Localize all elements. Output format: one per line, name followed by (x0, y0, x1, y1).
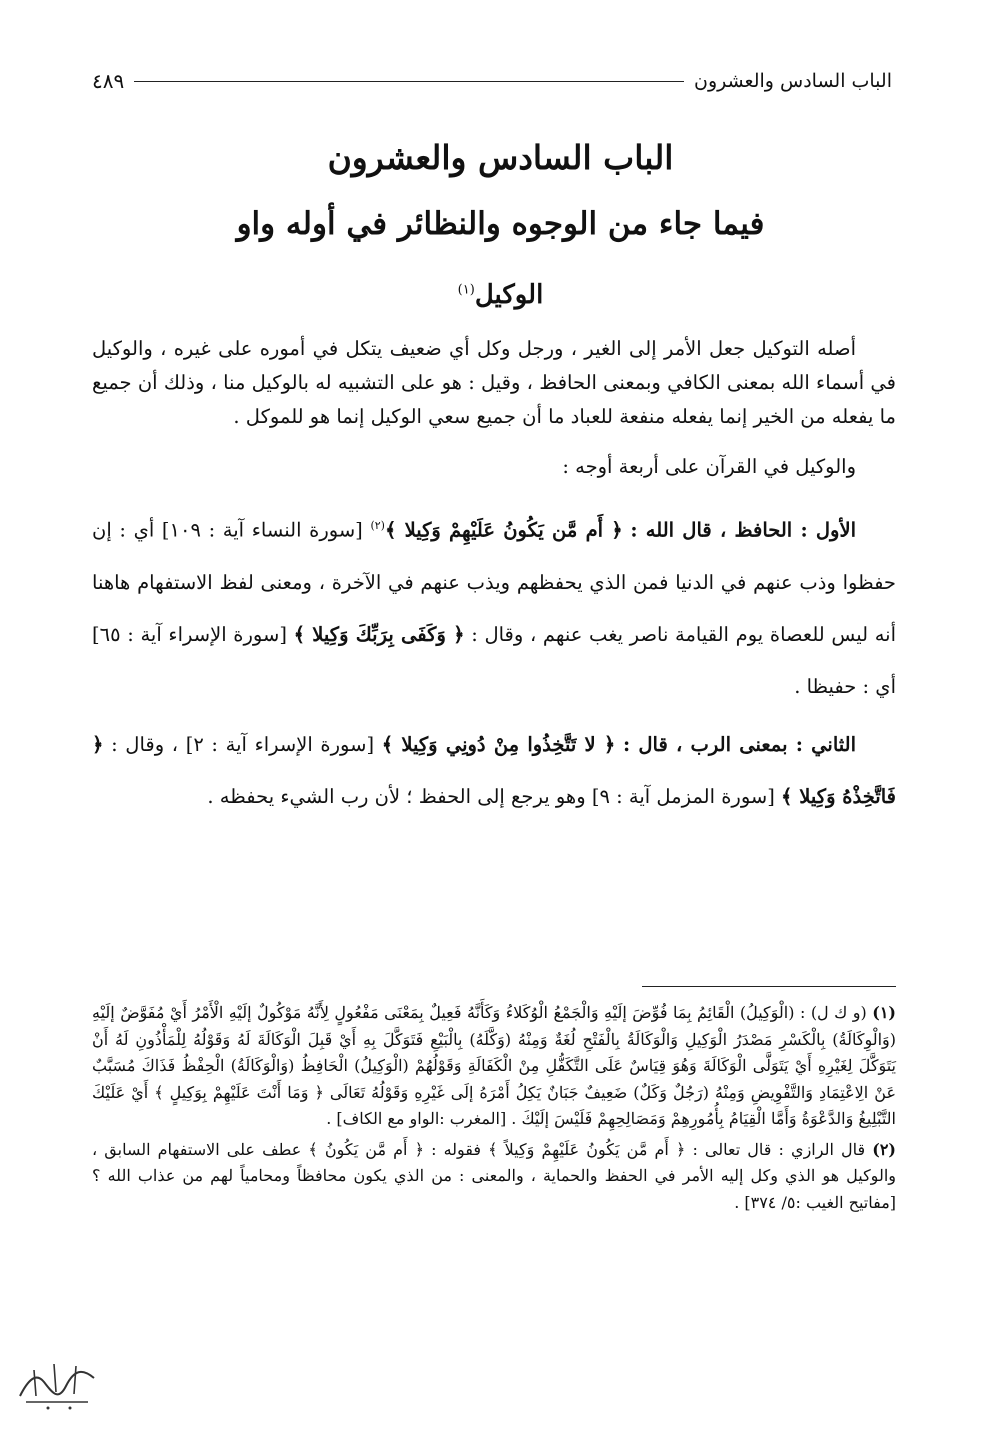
surah-reference: [سورة النساء آية : ١٠٩] (161, 518, 363, 542)
footnote-text: (و ك ل) : (الْوَكِيلُ) الْقَائِمُ بِمَا فُوِّضَ إلَيْهِ وَالْجَمْعُ الْوُكَلاءُ وَكَأَنَّهُ فَعِيلٌ بِمَعْنَى مَفْعُولٍ لِأَنَّهُ مَوْكُولٌ إلَيْهِ الْأَمْرُ أَيْ مُفَوَّضٌ إلَيْهِ (وَالْوِكَالَةُ) بِالْكَسْرِ مَصْدَرُ الْوَكِيلِ وَالْوَكَالَةُ بِالْفَتْحِ لُغَةٌ وَمِنْهُ (وَكَّلَهُ) بِالْبَيْعِ فَتَوَكَّلَ بِهِ أَيْ قَبِلَ الْوَكَالَةَ لَهُ وَقَوْلُهُ لِلْمَأْذُونِ لَهُ أَنْ يَتَوَكَّلَ لِغَيْرِهِ أَيْ يَتَوَلَّى الْوَكَالَةَ وَهُوَ قِيَاسٌ عَلَى التَّكَفُّلِ مِنْ الْكَفَالَةِ وَقَوْلُهُمْ (الْوَكِيلُ) الْحَافِظُ (وَالْوَكَالَةُ) الْحِفْظُ فَذَاكَ مُسَبَّبٌ عَنْ الِاعْتِمَادِ وَالتَّفْوِيضِ وَمِنْهُ (رَجُلٌ وَكَلٌ) ضَعِيفٌ جَبَانٌ يَكِلُ أَمْرَهُ إلَى غَيْرِهِ وَقَوْلُهُ تَعَالَى ﴿ وَمَا أَنْتَ عَلَيْهِمْ بِوَكِيلٍ ﴾ أَيْ عَلَيْكَ التَّبْلِيغُ وَالدَّعْوَةُ وَأَمَّا الْقِيَامُ بِأُمُورِهِمْ وَمَصَالِحِهِمْ فَلَيْسَ إلَيْكَ . [المغرب :الواو مع الكاف] . (92, 1003, 896, 1128)
library-stamp-logo (14, 1352, 100, 1414)
footnote-marker: (١) (457, 282, 475, 298)
running-head (92, 66, 892, 96)
body-text (92, 332, 896, 829)
footnote-separator (642, 986, 896, 987)
second-sense-explanation: [سورة المزمل آية : ٩] وهو يرجع إلى الحفظ ؛ لأن رب الشيء يحفظه . (207, 784, 775, 808)
footnotes (92, 1000, 896, 1220)
surah-reference: [سورة الإسراء آية : ٦٥] أي : حفيظا . (92, 622, 896, 698)
footnote-1 (92, 1000, 896, 1133)
footnote-marker: (٢) (370, 519, 385, 532)
chapter-subtitle: فيما جاء من الوجوه والنظائر في أوله واو (236, 206, 765, 242)
quran-verse: ﴿ لا تَتَّخِذُوا مِنْ دُونِي وَكِيلا ﴾ (381, 732, 616, 756)
footnote-number: (١) (872, 1003, 896, 1022)
quran-verse: ﴿ أَم مَّن يَكُونُ عَلَيْهِمْ وَكِيلا ﴾ (384, 518, 623, 542)
first-sense-lead: الأول : الحافظ ، قال الله : (630, 518, 856, 542)
running-head-title: الباب السادس والعشرون (694, 70, 892, 92)
senses-intro-paragraph: والوكيل في القرآن على أربعة أوجه : (562, 455, 856, 478)
quran-verse: ﴿ فَاتَّخِذْهُ وَكِيلا ﴾ (92, 732, 896, 808)
entry-heading (0, 280, 1001, 310)
intro-paragraph: أصله التوكيل جعل الأمر إلى الغير ، ورجل وكل أي ضعيف يتكل في أموره على غيره ، والوكيل في أسماء الله بمعنى الكافي وبمعنى الحافظ ، وقيل : هو على التشبيه له بالوكيل منا ، وذلك أن جميع ما يفعله من الخير إنما يفعله منفعة للعباد ما أن جميع سعي الوكيل إنما هو للموكل . (92, 337, 896, 428)
page-number: ٤٨٩ (92, 69, 125, 93)
second-sense-paragraph (92, 719, 896, 823)
surah-reference: [سورة الإسراء آية : ٢] ، وقال : (111, 732, 375, 756)
footnote-2 (92, 1137, 896, 1217)
footnote-text: قال الرازي : قال تعالى : ﴿ أَم مَّن يَكُونُ عَلَيْهِمْ وَكِيلاً ﴾ فقوله : ﴿ أَم مَّن يَكُونُ ﴾ عطف على الاستفهام السابق ، والوكيل هو الذي وكل إليه الأمر في الحفظ والحماية ، والمعنى : من الذي يكون محافظاً ومحامياً لهم من عذاب الله ؟ [مفاتيح الغيب :٥/ ٣٧٤] . (92, 1139, 896, 1212)
running-head-rule (134, 81, 684, 82)
quran-verse: ﴿ وَكَفَى بِرَبِّكَ وَكِيلا ﴾ (293, 622, 465, 646)
second-sense-lead: الثاني : بمعنى الرب ، قال : (622, 732, 857, 756)
footnote-number: (٢) (872, 1139, 896, 1159)
chapter-title: الباب السادس والعشرون (327, 138, 674, 177)
first-sense-paragraph (92, 500, 896, 713)
first-sense-explanation: أي : إن حفظوا وذب عنهم في الدنيا فمن الذي يحفظهم ويذب عنهم في الآخرة ، ومعنى لفظ الاستفهام هاهنا أنه ليس للعصاة يوم القيامة ناصر يغب عنهم ، وقال : (92, 518, 897, 646)
entry-word: الوكيل (474, 280, 544, 310)
